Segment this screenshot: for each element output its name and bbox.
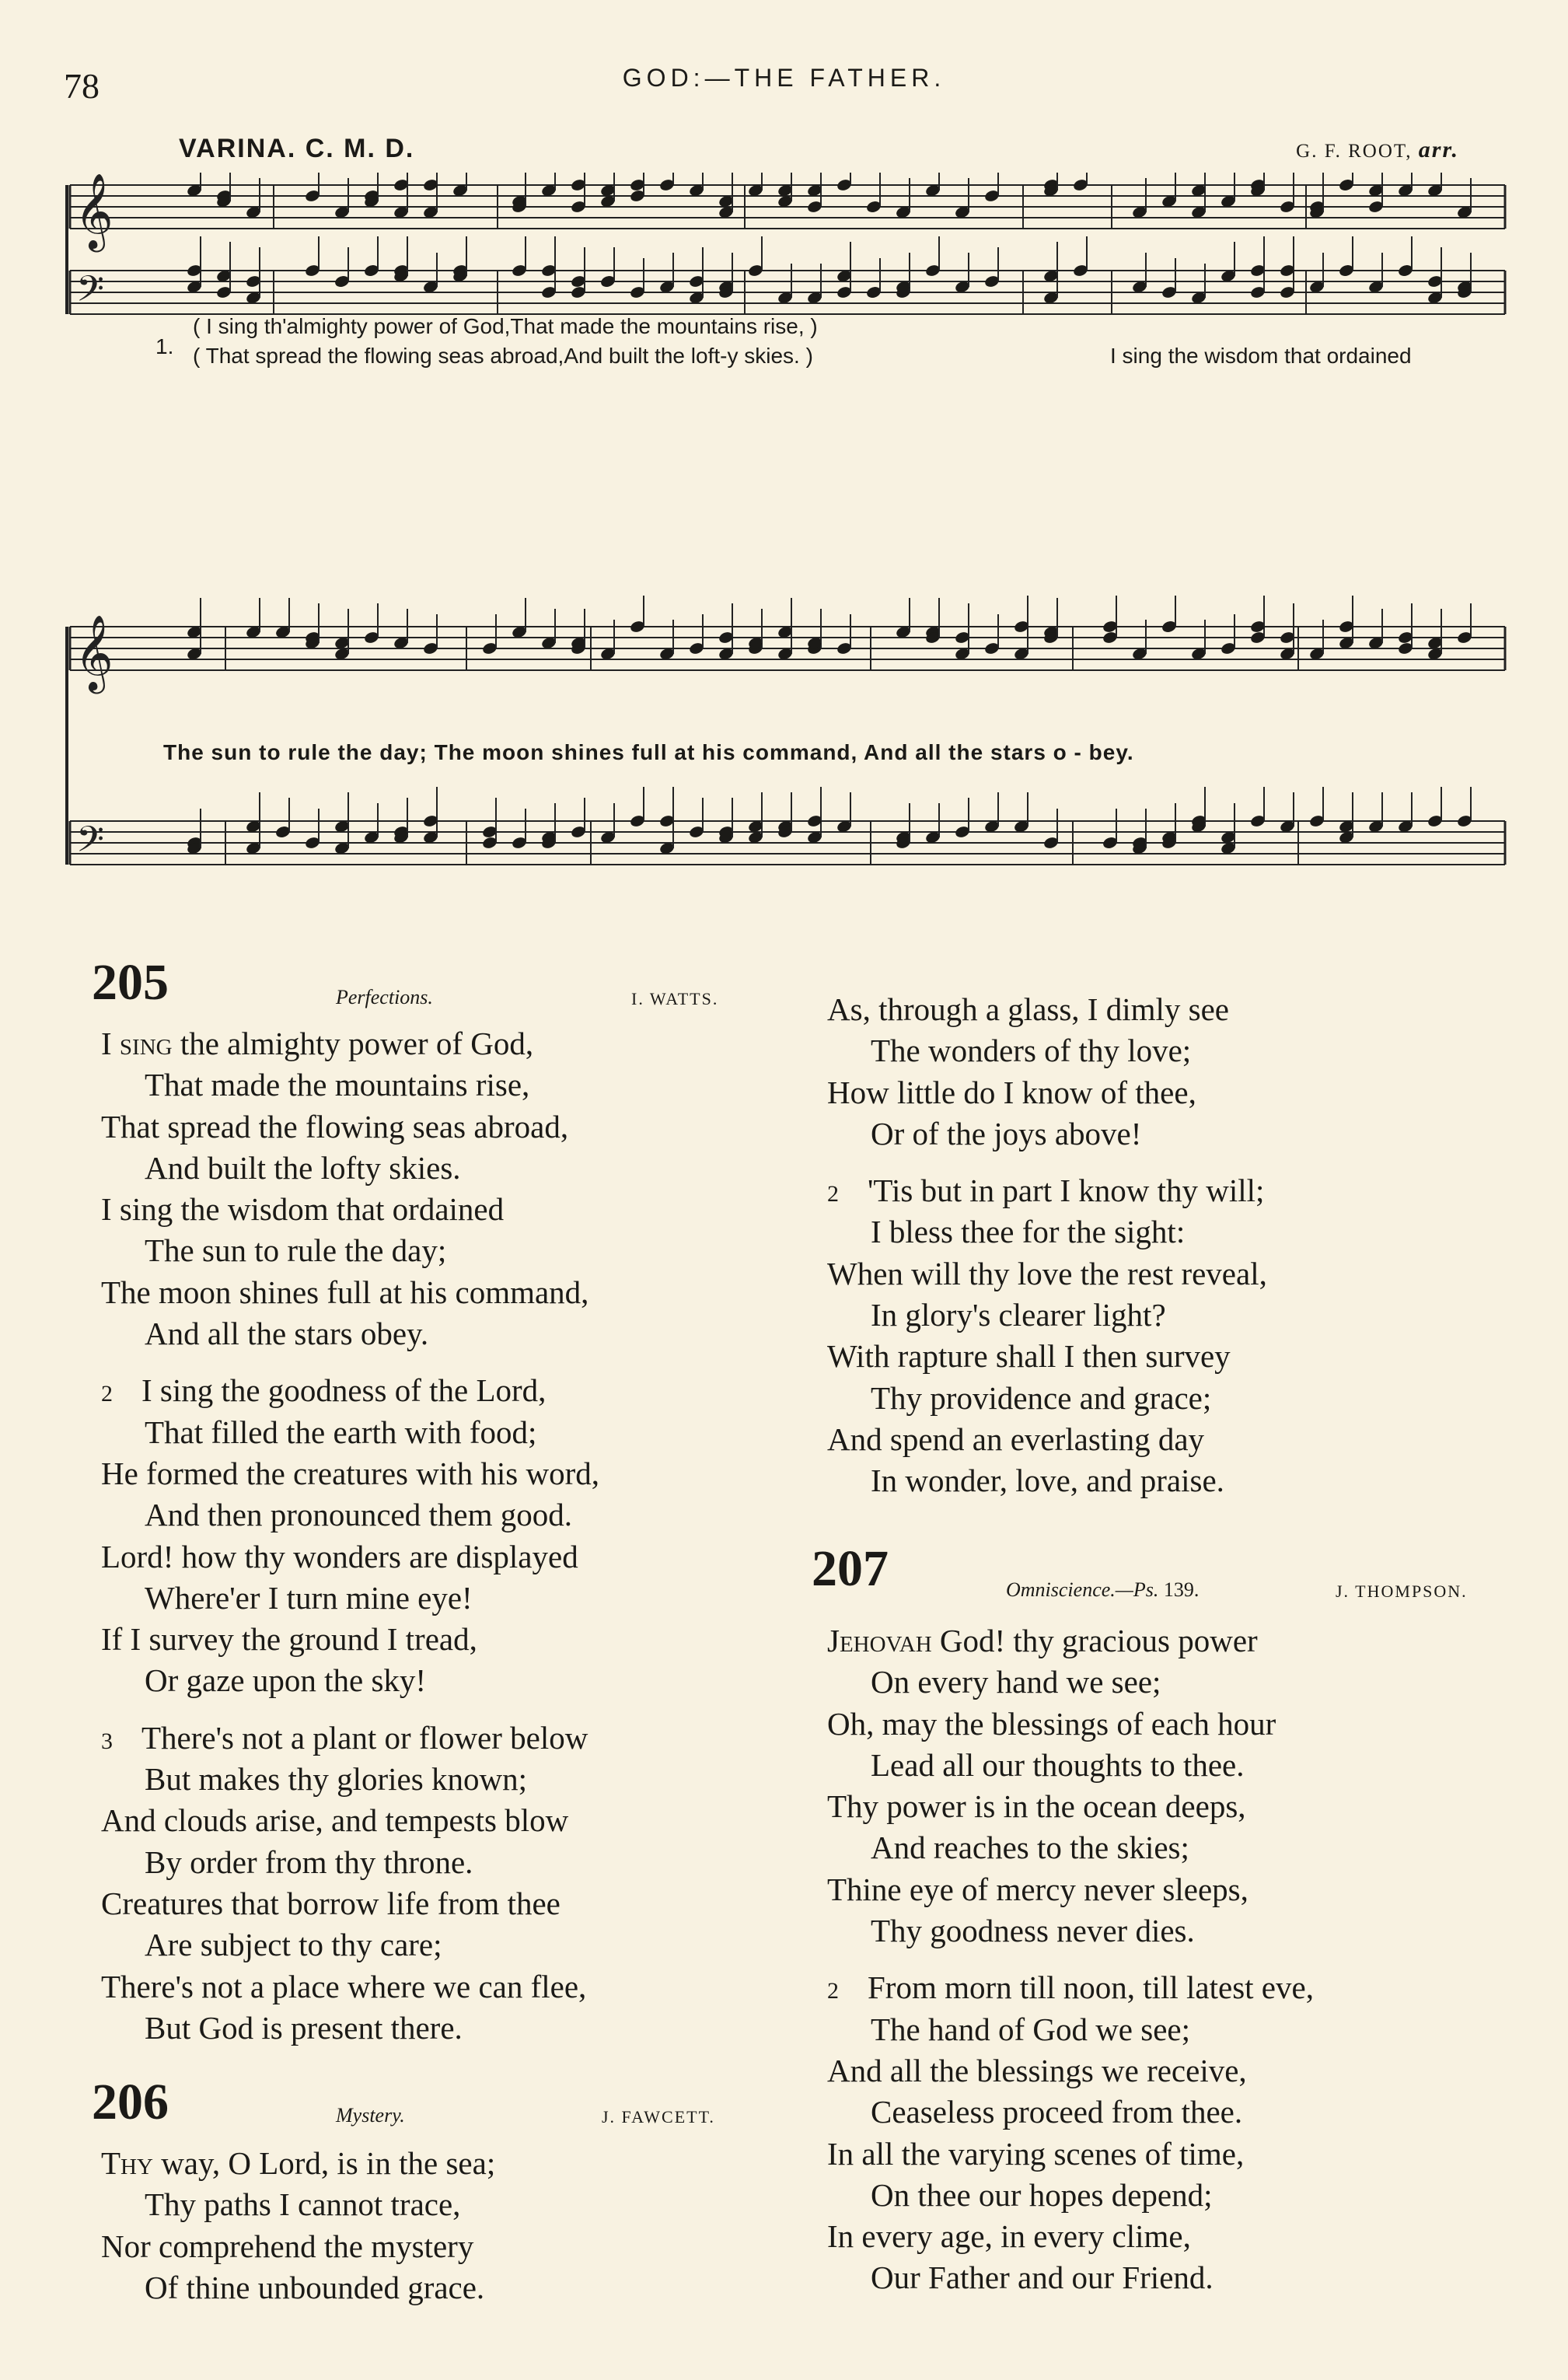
verse-text: 'Tis but in part I know thy will; xyxy=(868,1173,1265,1209)
verse-text: Thy power is in the ocean deeps, xyxy=(827,1788,1246,1825)
hymn-206-line-1 xyxy=(101,2143,495,2184)
hymn-205-line-1 xyxy=(101,1023,599,1064)
verse-text: That filled the earth with food; xyxy=(145,1414,537,1450)
h205-v3-line xyxy=(101,1883,599,1924)
verse-text: The wonders of thy love; xyxy=(871,1033,1192,1069)
verse-text: The hand of God we see; xyxy=(871,2011,1191,2047)
h207-v2-line xyxy=(827,2216,1314,2257)
h206-v2-line xyxy=(827,1211,1267,1253)
verse-text: There's not a plant or flower below xyxy=(141,1719,588,1756)
h205-v3-line xyxy=(101,2008,599,2049)
h205-lines-line xyxy=(101,1064,599,1106)
verse-text: And clouds arise, and tempests blow xyxy=(101,1802,569,1839)
h207-v2-line xyxy=(827,2050,1314,2092)
verse-text: The moon shines full at his command, xyxy=(101,1274,589,1310)
verse-text: By order from thy throne. xyxy=(145,1844,473,1880)
verse-text: I bless thee for the sight: xyxy=(871,1214,1186,1250)
running-head: GOD:—THE FATHER. xyxy=(622,64,946,92)
left-column-lower xyxy=(101,2143,495,2308)
verse-text: As, through a glass, I dimly see xyxy=(827,991,1229,1027)
verse-text: In glory's clearer light? xyxy=(871,1297,1166,1333)
tune-name: VARINA. C. M. D. xyxy=(179,134,415,163)
lyric-1a-text: I sing th'almighty power of God,That made the mountains rise, xyxy=(206,314,805,338)
verse-text: But makes thy glories known; xyxy=(145,1761,527,1798)
verse-text: From morn till noon, till latest eve, xyxy=(868,1969,1314,2006)
verse-text: On thee our hopes depend; xyxy=(871,2176,1213,2213)
verse-number: 2 xyxy=(101,1381,113,1407)
h207-v2-line xyxy=(827,2134,1314,2175)
svg-text:𝄞: 𝄞 xyxy=(75,173,113,249)
h206-col2-line xyxy=(827,1113,1267,1155)
verse-text: That made the mountains rise, xyxy=(145,1067,530,1103)
left-column xyxy=(101,1023,599,2049)
h206-col2-line xyxy=(827,1030,1267,1071)
verse-text: Thy goodness never dies. xyxy=(871,1913,1195,1949)
verse-text: That spread the flowing seas abroad, xyxy=(101,1108,569,1145)
verse-text: And built the lofty skies. xyxy=(145,1149,461,1186)
verse-text: Thy paths I cannot trace, xyxy=(145,2186,461,2223)
hymn-207-psalm: 139. xyxy=(1163,1578,1200,1601)
verse-text: And all the blessings we receive, xyxy=(827,2052,1247,2088)
h205-v2-line xyxy=(101,1453,599,1494)
verse-number: 2 xyxy=(827,1978,839,2004)
verse-text: I sing the goodness of the Lord, xyxy=(141,1372,547,1409)
h207-lines-line xyxy=(827,1827,1314,1868)
h206-v2-line xyxy=(827,1460,1267,1501)
h205-lines-line xyxy=(101,1230,599,1271)
h205-v2-line xyxy=(101,1494,599,1536)
verse-text: And spend an everlasting day xyxy=(827,1421,1205,1457)
verse-text: Lead all our thoughts to thee. xyxy=(871,1746,1245,1783)
h207-lines-line xyxy=(827,1662,1314,1703)
verse-text: Our Father and our Friend. xyxy=(871,2259,1214,2296)
h206-v2-line xyxy=(827,1419,1267,1460)
h205-v3-line xyxy=(101,1759,599,1800)
hymn-207-line-1 xyxy=(827,1620,1314,1662)
hymn-205-subject: Perfections. xyxy=(336,986,433,1008)
music-lyric-line-1a: ( I sing th'almighty power of God,That made the mountains rise, ) xyxy=(193,314,818,338)
verse-number-music: 1. xyxy=(155,334,174,358)
h206-lines-line xyxy=(101,2226,495,2267)
h207-lines-line xyxy=(827,1910,1314,1952)
hymn-206-subject: Mystery. xyxy=(336,2104,405,2127)
page-number: 78 xyxy=(64,66,100,106)
h205-lines-line xyxy=(101,1148,599,1189)
h205-v3-line xyxy=(101,1718,599,1759)
svg-text:𝄢: 𝄢 xyxy=(76,819,105,869)
h206-v2-line xyxy=(827,1170,1267,1211)
composer-name: G. F. ROOT, xyxy=(1296,141,1413,162)
h205-v3-line xyxy=(101,1800,599,1841)
verse-text: But God is present there. xyxy=(145,2009,463,2046)
verse-text: He formed the creatures with his word, xyxy=(101,1455,599,1491)
verse-text: And reaches to the skies; xyxy=(871,1830,1189,1866)
svg-text:𝄢: 𝄢 xyxy=(76,268,105,319)
h205-v3-line xyxy=(101,1842,599,1883)
verse-text: Or gaze upon the sky! xyxy=(145,1662,427,1699)
verse-text: On every hand we see; xyxy=(871,1664,1161,1700)
h205-v2-line xyxy=(101,1412,599,1453)
h206-v2-line xyxy=(827,1253,1267,1295)
h206-v2-line xyxy=(827,1378,1267,1419)
verse-text: Ceaseless proceed from thee. xyxy=(871,2094,1243,2130)
verse-text: Are subject to thy care; xyxy=(145,1927,442,1963)
h205-lines-line xyxy=(101,1313,599,1354)
hymn-205-author: I. WATTS. xyxy=(631,989,719,1008)
h205-v2-line xyxy=(101,1660,599,1701)
svg-text:𝄞: 𝄞 xyxy=(75,614,113,690)
verse-text: The sun to rule the day; xyxy=(145,1232,447,1269)
tune-composer xyxy=(1296,137,1459,163)
h207-lines-line xyxy=(827,1745,1314,1786)
hymn-207-author: J. THOMPSON. xyxy=(1336,1581,1468,1601)
composer-arr: arr. xyxy=(1418,137,1459,163)
h207-v2-line xyxy=(827,2092,1314,2133)
verse-text: Oh, may the blessings of each hour xyxy=(827,1705,1276,1742)
hymn-206-author: J. FAWCETT. xyxy=(602,2107,715,2127)
h206-lines-line xyxy=(101,2267,495,2308)
hymn-205-number: 205 xyxy=(92,954,169,1011)
verse-text: If I survey the ground I tread, xyxy=(101,1621,477,1658)
h206-col2-line xyxy=(827,1072,1267,1113)
verse-text: I sing the wisdom that ordained xyxy=(101,1191,505,1228)
hymn-207-subject-text: Omniscience.—Ps. xyxy=(1006,1578,1159,1601)
h207-lines-line xyxy=(827,1704,1314,1745)
verse-text: In every age, in every clime, xyxy=(827,2218,1191,2255)
h206-v2-line xyxy=(827,1295,1267,1336)
verse-text: Nor comprehend the mystery xyxy=(101,2228,474,2264)
h205-v2-line xyxy=(101,1536,599,1578)
music-lyric-line-2: The sun to rule the day; The moon shines full at his command, And all the stars o - bey. xyxy=(163,740,1134,764)
verse-number: 2 xyxy=(827,1181,839,1207)
verse-text: Or of the joys above! xyxy=(871,1115,1142,1152)
verse-text: When will thy love the rest reveal, xyxy=(827,1255,1267,1291)
h205-v3-line xyxy=(101,1966,599,2008)
verse-text: How little do I know of thee, xyxy=(827,1074,1196,1110)
h205-lines-line xyxy=(101,1106,599,1148)
hymn-207-first-word: Jehovah xyxy=(827,1623,932,1658)
hymn-207-subject xyxy=(1006,1578,1199,1602)
h207-v2-line xyxy=(827,2009,1314,2050)
h207-lines-line xyxy=(827,1869,1314,1910)
h205-lines-line xyxy=(101,1272,599,1313)
verse-text: Creatures that borrow life from thee xyxy=(101,1885,560,1921)
h206-v2-line xyxy=(827,1336,1267,1377)
h207-v2-line xyxy=(827,2175,1314,2216)
lyric-1b-text: That spread the flowing seas abroad,And built the loft-y skies. xyxy=(205,344,800,368)
h205-v2-line xyxy=(101,1619,599,1660)
verse-text: Lord! how thy wonders are displayed xyxy=(101,1538,578,1574)
verse-text: There's not a place where we can flee, xyxy=(101,1968,587,2004)
right-column xyxy=(827,989,1267,1502)
h205-v3-line xyxy=(101,1924,599,1966)
hymn-206-first-rest: way, O Lord, is in the sea; xyxy=(152,2145,496,2181)
verse-text: Thine eye of mercy never sleeps, xyxy=(827,1871,1248,1907)
hymn-206-number: 206 xyxy=(92,2074,169,2130)
verse-text: In wonder, love, and praise. xyxy=(871,1463,1224,1499)
verse-text: Thy providence and grace; xyxy=(871,1379,1212,1416)
h205-v2-line xyxy=(101,1370,599,1411)
h207-lines-line xyxy=(827,1786,1314,1827)
hymn-207-number: 207 xyxy=(812,1540,889,1597)
h207-v2-line xyxy=(827,1967,1314,2008)
hymn-205-first-word: I sing xyxy=(101,1026,173,1061)
hymn-207-first-rest: God! thy gracious power xyxy=(931,1623,1258,1658)
h206-lines-line xyxy=(101,2184,495,2225)
verse-text: And then pronounced them good. xyxy=(145,1497,572,1533)
music-lyric-line-1c: I sing the wisdom that ordained xyxy=(1110,344,1412,368)
hymn-206-first-word: Thy xyxy=(101,2145,153,2181)
verse-text: In all the varying scenes of time, xyxy=(827,2135,1245,2172)
h206-col2-line xyxy=(827,989,1267,1030)
h207-v2-line xyxy=(827,2257,1314,2298)
verse-text: And all the stars obey. xyxy=(145,1316,429,1352)
verse-number: 3 xyxy=(101,1728,113,1754)
h205-v2-line xyxy=(101,1578,599,1619)
verse-text: With rapture shall I then survey xyxy=(827,1338,1231,1375)
music-lyric-line-1b: ( That spread the flowing seas abroad,And built the loft-y skies. ) xyxy=(193,344,813,368)
hymn-205-first-rest: the almighty power of God, xyxy=(172,1026,534,1061)
h205-lines-line xyxy=(101,1189,599,1230)
verse-text: Where'er I turn mine eye! xyxy=(145,1579,473,1616)
right-column-lower xyxy=(827,1620,1314,2299)
verse-text: Of thine unbounded grace. xyxy=(145,2269,485,2305)
